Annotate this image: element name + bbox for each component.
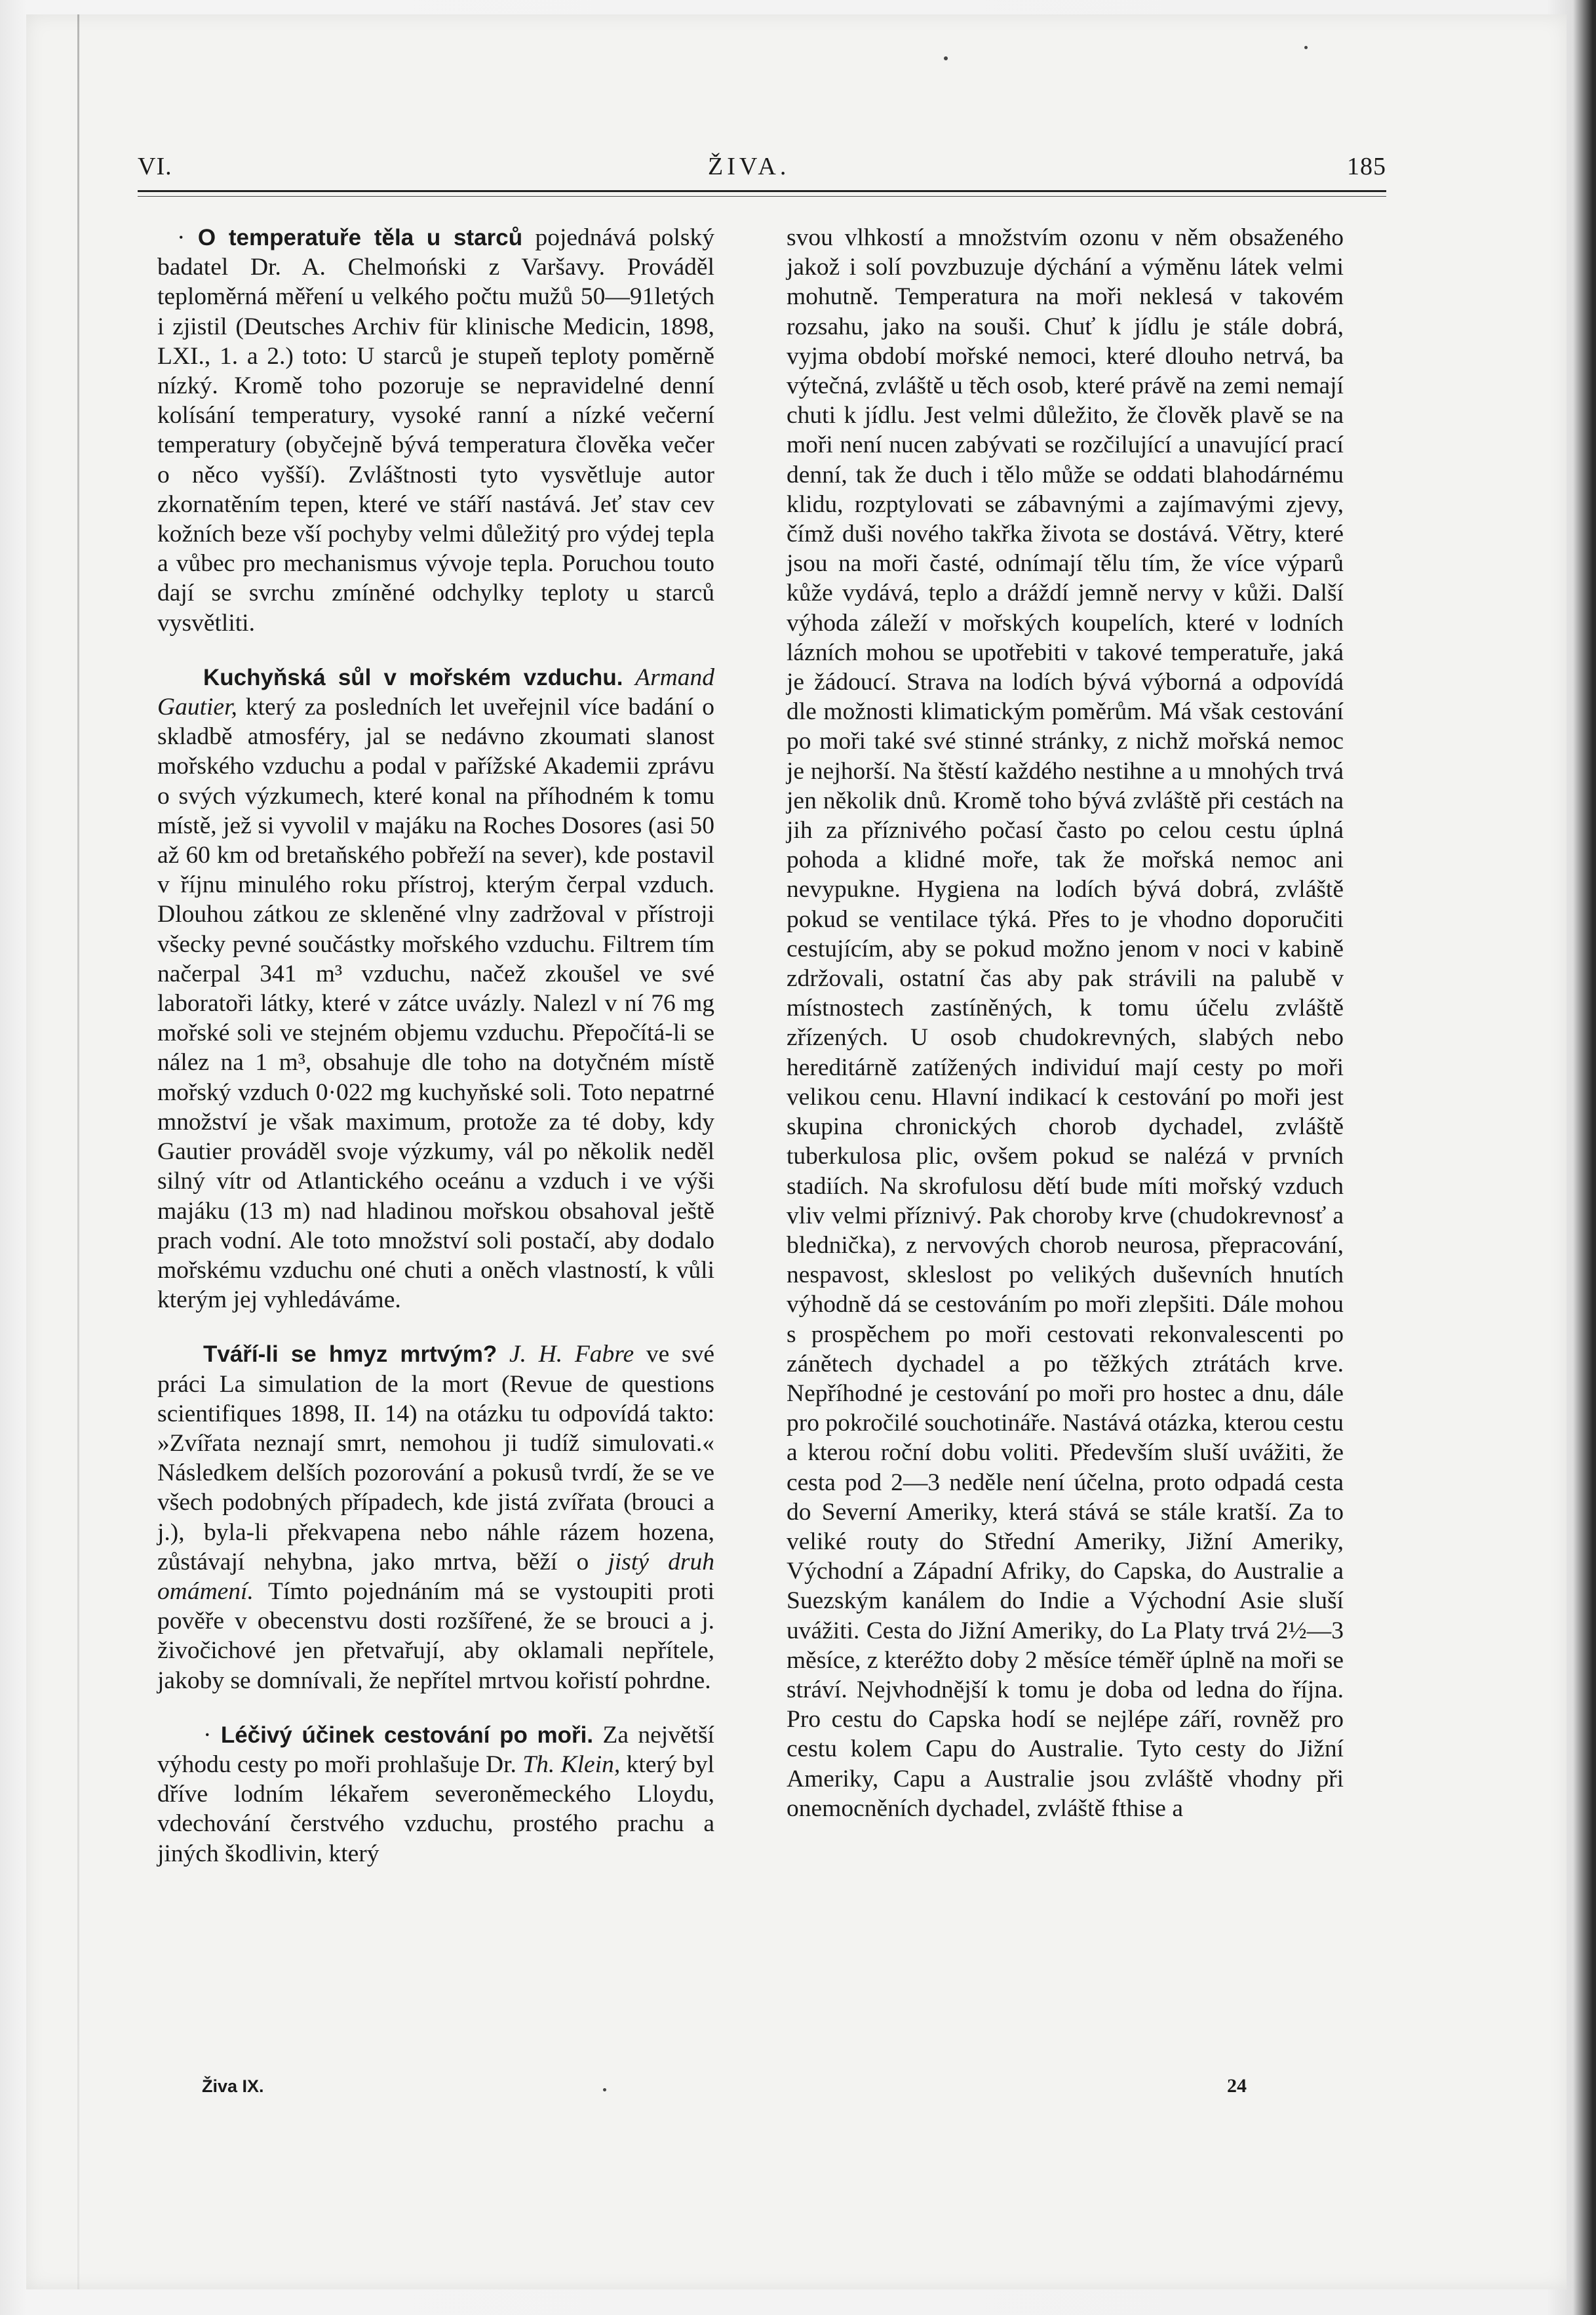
article-author: Th. Klein, [522,1751,621,1778]
scan-speck [1304,46,1308,49]
article-sea-travel: · Léčivý účinek cestování po moři. Za největší výhodu cesty po moři prohlašuje Dr. Th. Klein, který byl dříve lodním lékařem severoněmeckého Lloydu, vdechování čerstvého vzduchu, prostého prachu a jiných škodlivin, který [157,1721,714,1867]
article-heading: Kuchyňská sůl v mořském vzduchu. [203,664,623,690]
journal-title: ŽIVA. [708,153,790,180]
article-author: Armand Gautier, [157,663,714,721]
article-body: Za největší výhodu cesty po moři prohlašuje Dr. [157,1721,714,1778]
article-elderly-temperature: · O temperatuře těla u starců pojednává polský badatel Dr. A. Chelmoński z Varšavy. Prováděl teploměrná měření u velkého počtu mužů 50—91letých i zjistil (Deutsches Archiv für klinische Medicin, 1898, LXI., 1. a 2.) toto: U starců je stupeň teploty poměrně nízký. Kromě toho pozoruje se nepravidelné denní kolísání temperatury, vysoké ranní a nízké večerní temperatury (obyčejně bývá temperatura člověka večer o něco vyšší). Zvláštnosti tyto vysvětluje autor zkornatěním tepen, které ve stáří nastává. Jeť stav cev kožních beze vší pochyby velmi důležitý pro výdej tepla a vůbec pro mechanismus vývoje tepla. Poruchou touto dají se svrchu zmíněné odchylky teploty u starců vysvětliti. [157,224,714,637]
sheet-number: 24 [1227,2075,1247,2097]
left-column [157,223,714,1869]
volume-number: VI. [138,153,172,180]
article-body: který za posledních let uveřejnil více badání o skladbě atmosféry, jal se nedávno zkoumati slanost mořského vzduchu a podal v pařížské Akademii zprávu o svých výzkumech, které konal na příhodném k tomu místě, jež si vyvolil v majáku na Roches Dosores (asi 50 až 60 km od bretaňského pobřeží na sever), kde postavil v říjnu minulého roku přístroj, kterým čerpal vzduch. Dlouhou zátkou ze skleněné vlny zadržoval v přístroji všecky pevné součástky mořského vzduchu. Filtrem tím načerpal 341 m³ vzduchu, načež zkoušel ve své laboratoři látky, které v zátce uvázly. Nalezl v ní 76 mg mořské soli ve stejném objemu vzduchu. Přepočítá-li se nález na 1 m³, obsahuje dle toho na dotyčném místě mořský vzduch 0·022 mg kuchyňské soli. Toto nepatrné množství je však maximum, protože za té doby, kdy Gautier prováděl svoje výzkumy, vál po několik neděl silný vítr od Atlantického oceánu a vzduch i ve výši majáku (13 m) nad hladinou mořskou obsahoval ještě prach vodní. Ale toto množství soli postačí, aby dodalo mořskému vzduchu oné chuti a oněch vlastností, k vůli kterým jej vyhledáváme. [157,694,714,1314]
binding-fold [77,14,79,2289]
article-italic-phrase: jistý druh omámení. [157,1548,714,1605]
article-heading: Tváří-li se hmyz mrtvým? [203,1341,497,1368]
article-heading: Léčivý účinek cestování po moři. [220,1722,594,1748]
scan-speck [944,56,948,60]
right-column [787,223,1344,1823]
article-body: ve své práci La simulation de la mort (Revue de questions scientifiques 1898, II. 14) na otázku tu odpovídá takto: »Zvířata neznají smrt, nemohou ji tudíž simulovati.« Následkem delších pozorování a pokusů tvrdí, že se ve všech podobných případech, kde jistá zvířata (brouci a j.), byla-li překvapena nebo náhle rázem hozena, zůstávají nehybna, jako mrtva, běží o [157,1341,715,1575]
article-sea-travel-continued: svou vlhkostí a množstvím ozonu v něm obsaženého jakož i solí povzbuzuje dýchání a výměnu látek velmi mohutně. Temperatura na moři neklesá v takovém rozsahu, jako na souši. Chuť k jídlu je stále dobrá, vyjma období mořské nemoci, které dlouho netrvá, ba výtečná, zvláště u těch osob, které právě na zemi nemají chuti k jídlu. Jest velmi důležito, že člověk plavě se na moři není nucen zabývati se rozčilující a unavující prací denní, tak že duch i tělo může se oddati blahodárnému klidu, rozptylovati se zábavnými a zajímavými zjevy, čímž duši nového takřka života se dostává. Větry, které jsou na moři časté, odnímají tělu tím, že více výparů kůže vydává, teplo a dráždí jemně nervy v kůži. Další výhoda záleží v mořských koupelích, které v lodních lázních mohou se upotřebiti v takové temperatuře, jaká je žádoucí. Strava na lodích bývá výborná a odpovídá dle možnosti klimatickým poměrům. Má však cestování po moři také své stinné stránky, z nichž mořská nemoc je nejhorší. Na štěstí každého nestihne a u mnohých trvá jen několik dnů. Kromě toho bývá zvláště při cestách na jih za příznivého počasí často po celou cestu úplná pohoda a klidné moře, tak že mořská nemoc ani nevypukne. Hygiena na lodích bývá dobrá, zvláště pokud se ventilace týká. Přes to je vhodno doporučiti cestujícím, aby se pokud možno jenom v noci v kabině zdržovali, ostatní čas aby pak strávili na palubě v místnostech zastíněných, k tomu účelu zvláště zřízených. U osob chudokrevných, slabých nebo hereditárně zatížených individuí mají cesty po moři velikou cenu. Hlavní indikací k cestování po moři jest skupina chronických chorob dychadel, zvláště tuberkulosa plic, ovšem pokud se nalézá v prvních stadiích. Na skrofulosu dětí bude míti mořský vzduch vliv velmi příznivý. Pak choroby krve (chudokrevnosť a blednička), z nervových chorob neurosa, přepracování, nespavost, skleslost po velikých duševních hnutích výhodně dá se cestováním po moři zlepšiti. Dále mohou s prospěchem po moři cestovati rekonvalescenti po zánětech dychadel a po těžkých ztrátách krve. Nepříhodné je cestování po moři pro hostec a dnu, dále pro pokročilé souchotináře. Nastává otázka, kterou cestu a kterou roční dobu voliti. Především sluší uvážiti, že cesta pod 2—3 neděle není účelna, proto odpadá cesta do Severní Ameriky, která stává se stále kratší. Za to veliké routy do Střední Ameriky, Jižní Ameriky, Východní a Západní Afriky, do Capska, do Australie a Suezským kanálem do Indie a Východní Asie sluší uvážiti. Cesta do Jižní Ameriky, do La Platy trvá 2½—3 měsíce, z kteréžto doby 2 měsíce téměř úplně na moři se stráví. Nejvhodnější k tomu je doba od ledna do října. Pro cestu do Capska hodí se nejlépe září, rovněž pro cestu kolem Capu do Australie. Tyto cesty do Jižní Ameriky, Capu a Australie jsou zvláště vhodny při onemocněních dychadel, zvláště fthise a [787,224,1344,1822]
scan-speck [603,2088,606,2091]
header-rule [138,190,1386,197]
article-body-continued: který byl dříve lodním lékařem severoněmeckého Lloydu, vdechování čerstvého vzduchu, prostého prachu a jiných škodlivin, který [157,1751,714,1867]
article-body: pojednává polský badatel Dr. A. Chelmoński z Varšavy. Prováděl teploměrná měření u velkého počtu mužů 50—91letých i zjistil (Deutsches Archiv für klinische Medicin, 1898, LXI., 1. a 2.) toto: U starců je stupeň teploty poměrně nízký. Kromě toho pozoruje se nepravidelné denní kolísání temperatury, vysoké ranní a nízké večerní temperatury (obyčejně bývá temperatura člověka večer o něco vyšší). Zvláštnosti tyto vysvětluje autor zkornatěním tepen, které ve stáří nastává. Jeť stav cev kožních beze vší pochyby velmi důležitý pro výdej tepla a vůbec pro mechanismus vývoje tepla. Poruchou touto dají se svrchu zmíněné odchylky teploty u starců vysvětliti. [157,224,714,637]
article-body-continued: Tímto pojednáním má se vystoupiti proti pověře v obecenstvu dosti rozšířené, že se brouci a j. živočichové jen přetvařují, aby oklamali nepřítele, jakoby se domnívali, že nepřítel mrtvou kořistí pohrdne. [157,1577,714,1694]
article-heading: O temperatuře těla u starců [197,225,523,250]
sheet-signature: Živa IX. [202,2076,264,2096]
running-header [138,152,1386,191]
article-author: J. H. Fabre [509,1341,634,1368]
page-number: 185 [1347,153,1386,180]
article-insect-death [157,1339,714,1695]
article-sea-salt [157,663,714,1315]
